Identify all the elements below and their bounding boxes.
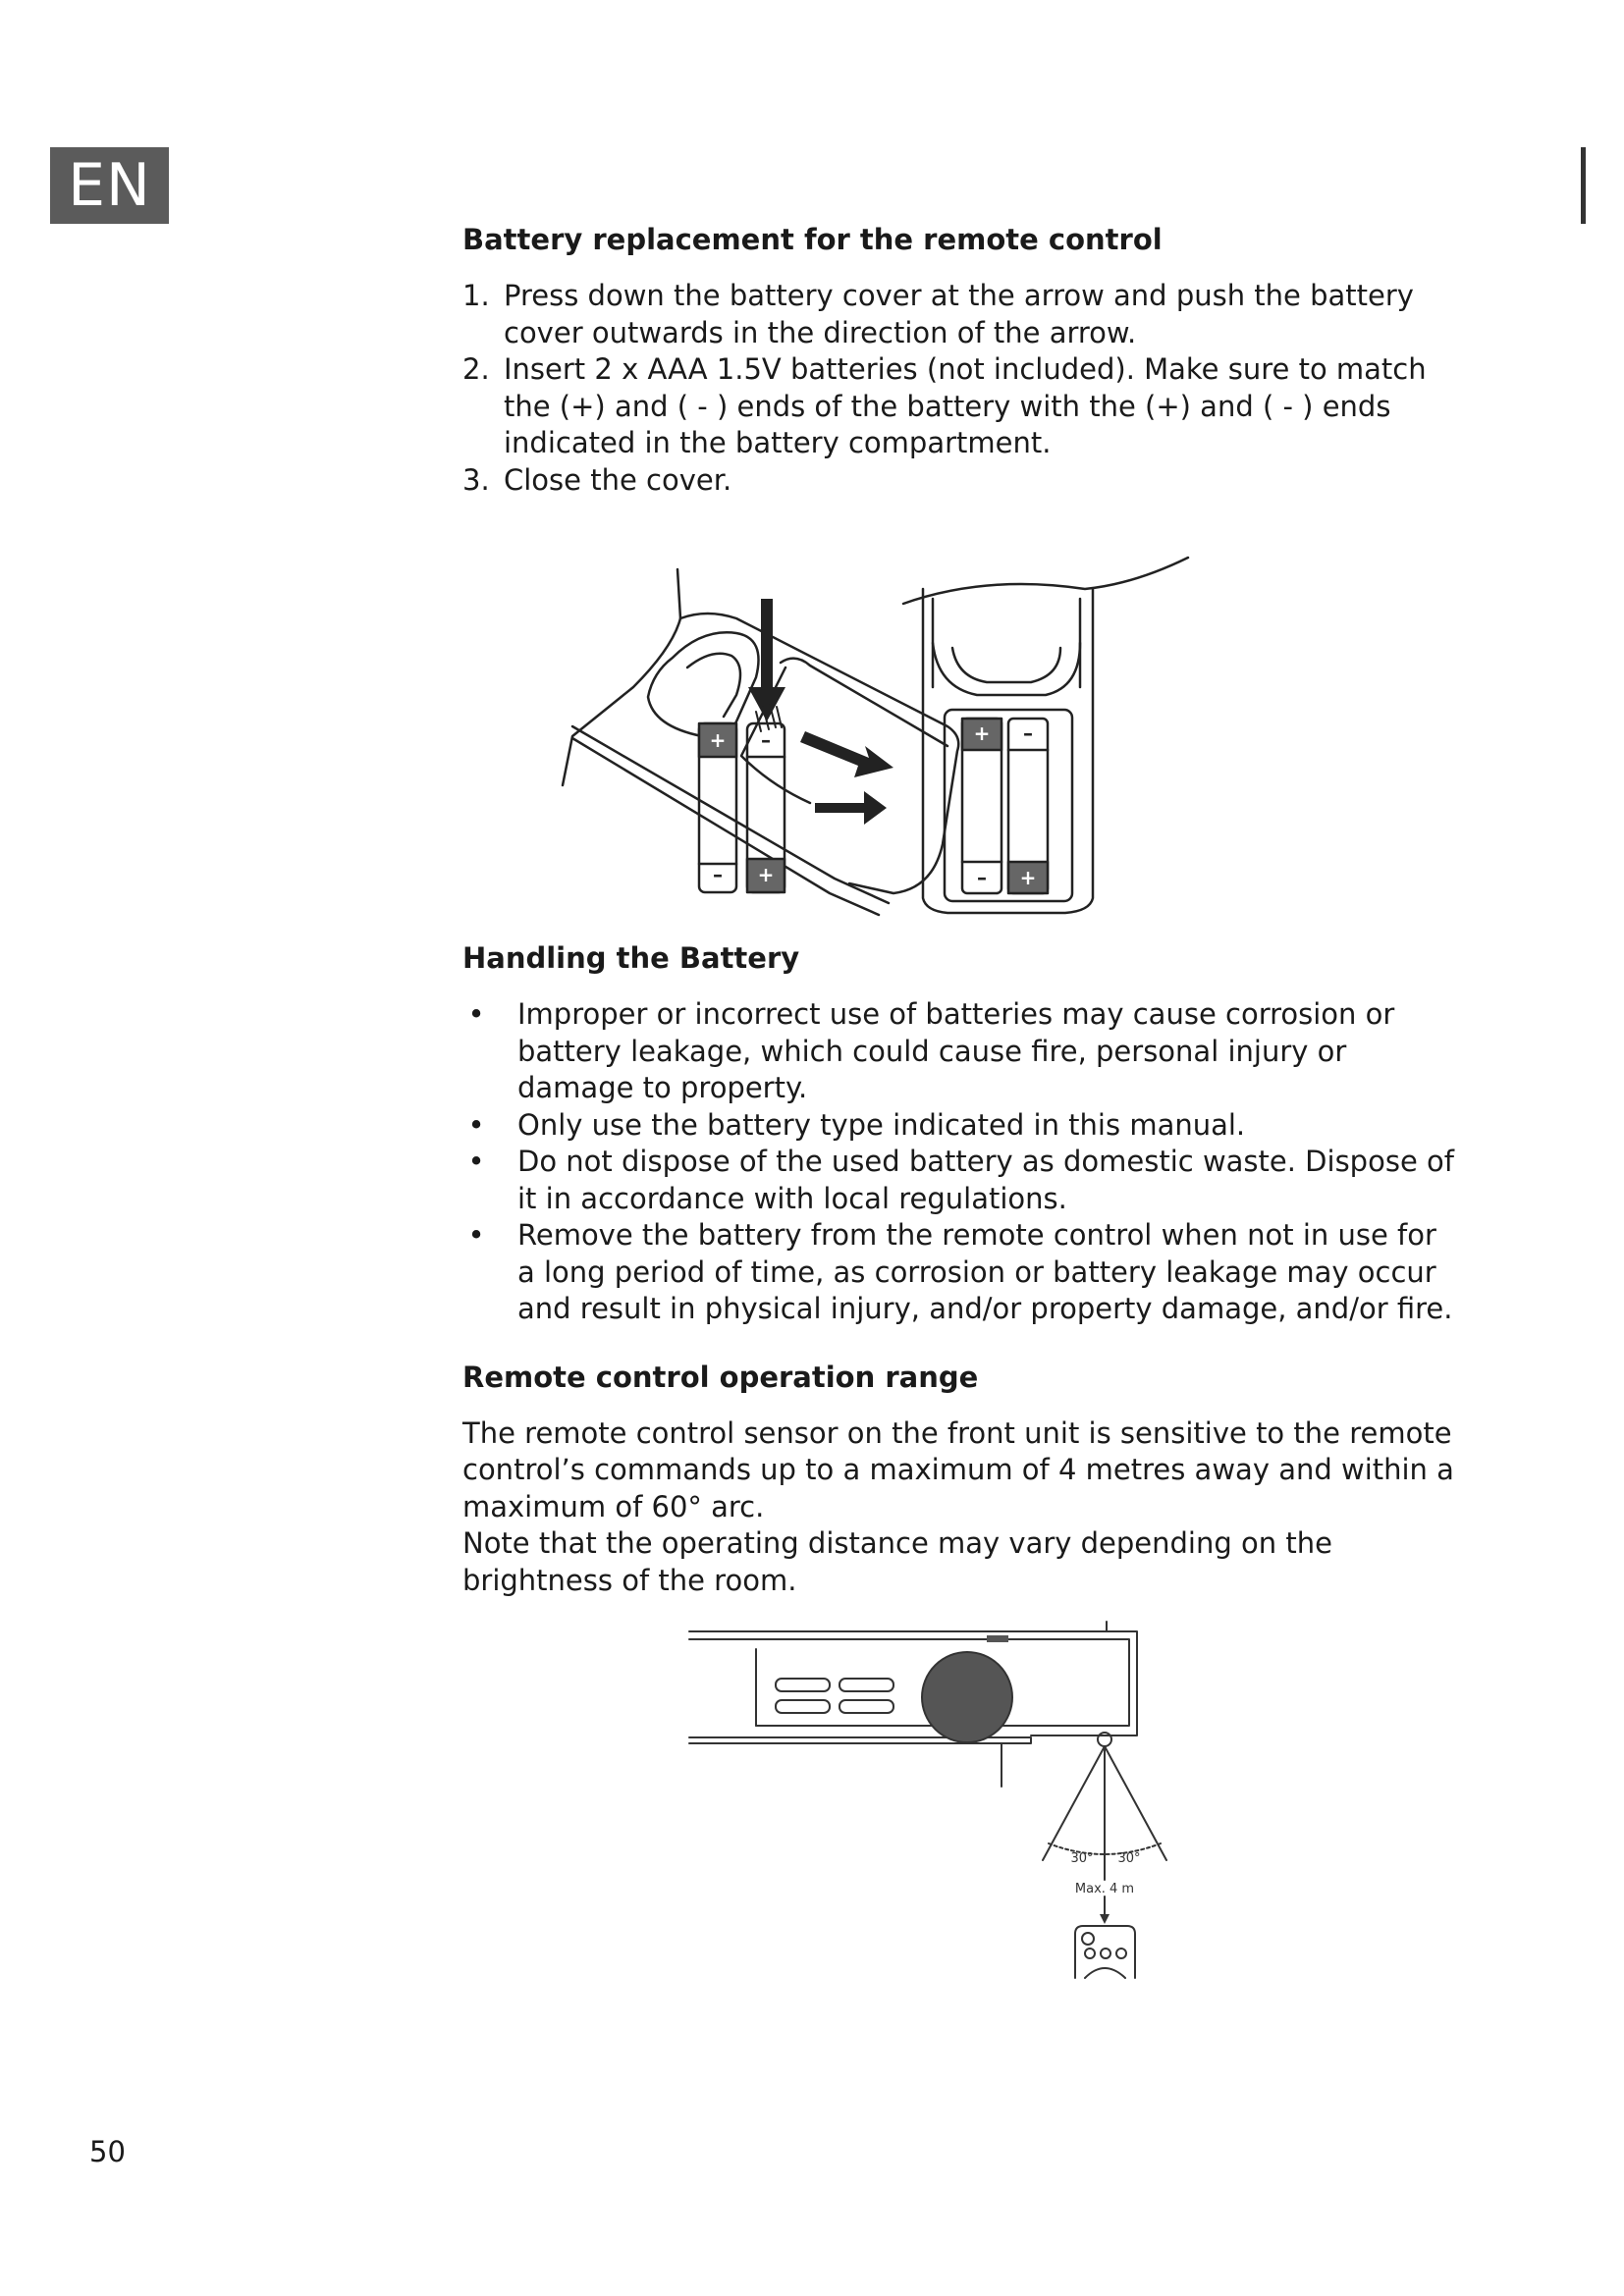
step-number: 2. [462,352,490,386]
operation-range-illustration [687,1620,1178,1983]
range-angle-right-label: 30° [1117,1851,1141,1866]
bullet-text: Remove the battery from the remote control when not in use for a long period of time, as corrosion or battery leakage may occur and result in physical injury, and/or property damage, and/or fire. [517,1218,1453,1325]
bullet-dot: • [467,1107,485,1142]
compartment-plus-symbol: + [973,721,991,745]
handling-heading: Handling the Battery [462,941,800,975]
step-text: Press down the battery cover at the arrow and push the battery cover outwards in the direction of the arrow. [504,279,1414,349]
battery-plus-symbol: + [709,728,727,752]
range-angle-left-label: 30° [1070,1851,1094,1866]
compartment-minus-symbol: – [977,866,987,889]
step-text: Close the cover. [504,462,732,497]
bullet-dot: • [467,1145,485,1178]
insert-arrow-icon [815,791,887,825]
battery-replacement-steps [462,278,1454,499]
battery-minus-symbol: – [713,863,723,886]
battery-replacement-illustration [555,550,1389,923]
remote-battery-compartment-drawing [903,558,1188,913]
handling-bullet-2 [462,1107,1454,1145]
operation-range-cone [1043,1746,1166,1924]
page-edge-marker [1581,147,1586,224]
page-number: 50 [89,2135,126,2168]
step-2 [462,351,1454,462]
bullet-dot: • [467,997,485,1031]
range-paragraph-1: The remote control sensor on the front unit is sensitive to the remote control’s commands up to a maximum of 4 metres away and within a maximum of 60° arc. [462,1415,1454,1523]
bullet-text: Improper or incorrect use of batteries may cause corrosion or battery leakage, which could cause fire, personal injury or damage to property. [517,997,1395,1104]
remote-control-top-drawing [1075,1926,1135,1978]
handling-bullet-3 [462,1144,1454,1217]
battery-replacement-heading: Battery replacement for the remote control [462,223,1163,256]
battery-plus-symbol: + [757,863,775,886]
handling-bullet-4 [462,1217,1454,1328]
handling-list [462,996,1454,1328]
step-1 [462,278,1454,351]
step-3 [462,462,1454,500]
range-heading: Remote control operation range [462,1360,979,1394]
step-number: 3. [462,462,490,497]
range-distance-label: Max. 4 m [1074,1882,1135,1896]
bullet-dot: • [467,1218,485,1252]
bullet-text: Only use the battery type indicated in this manual. [517,1107,1246,1142]
handling-bullet-1 [462,996,1454,1107]
language-badge: EN [50,147,169,224]
front-unit-drawing [689,1622,1137,1787]
step-text: Insert 2 x AAA 1.5V batteries (not included). Make sure to match the (+) and ( - ) ends of the battery with the (+) and ( - ) ends indicated in the battery compartment. [504,352,1427,459]
compartment-plus-symbol: + [1019,866,1037,889]
bullet-text: Do not dispose of the used battery as domestic waste. Dispose of it in accordance with local regulations. [517,1145,1454,1215]
battery-minus-symbol: – [761,728,771,752]
step-number: 1. [462,279,490,312]
compartment-minus-symbol: – [1023,721,1033,745]
range-paragraph-2: Note that the operating distance may vary depending on the brightness of the room. [462,1526,1332,1597]
